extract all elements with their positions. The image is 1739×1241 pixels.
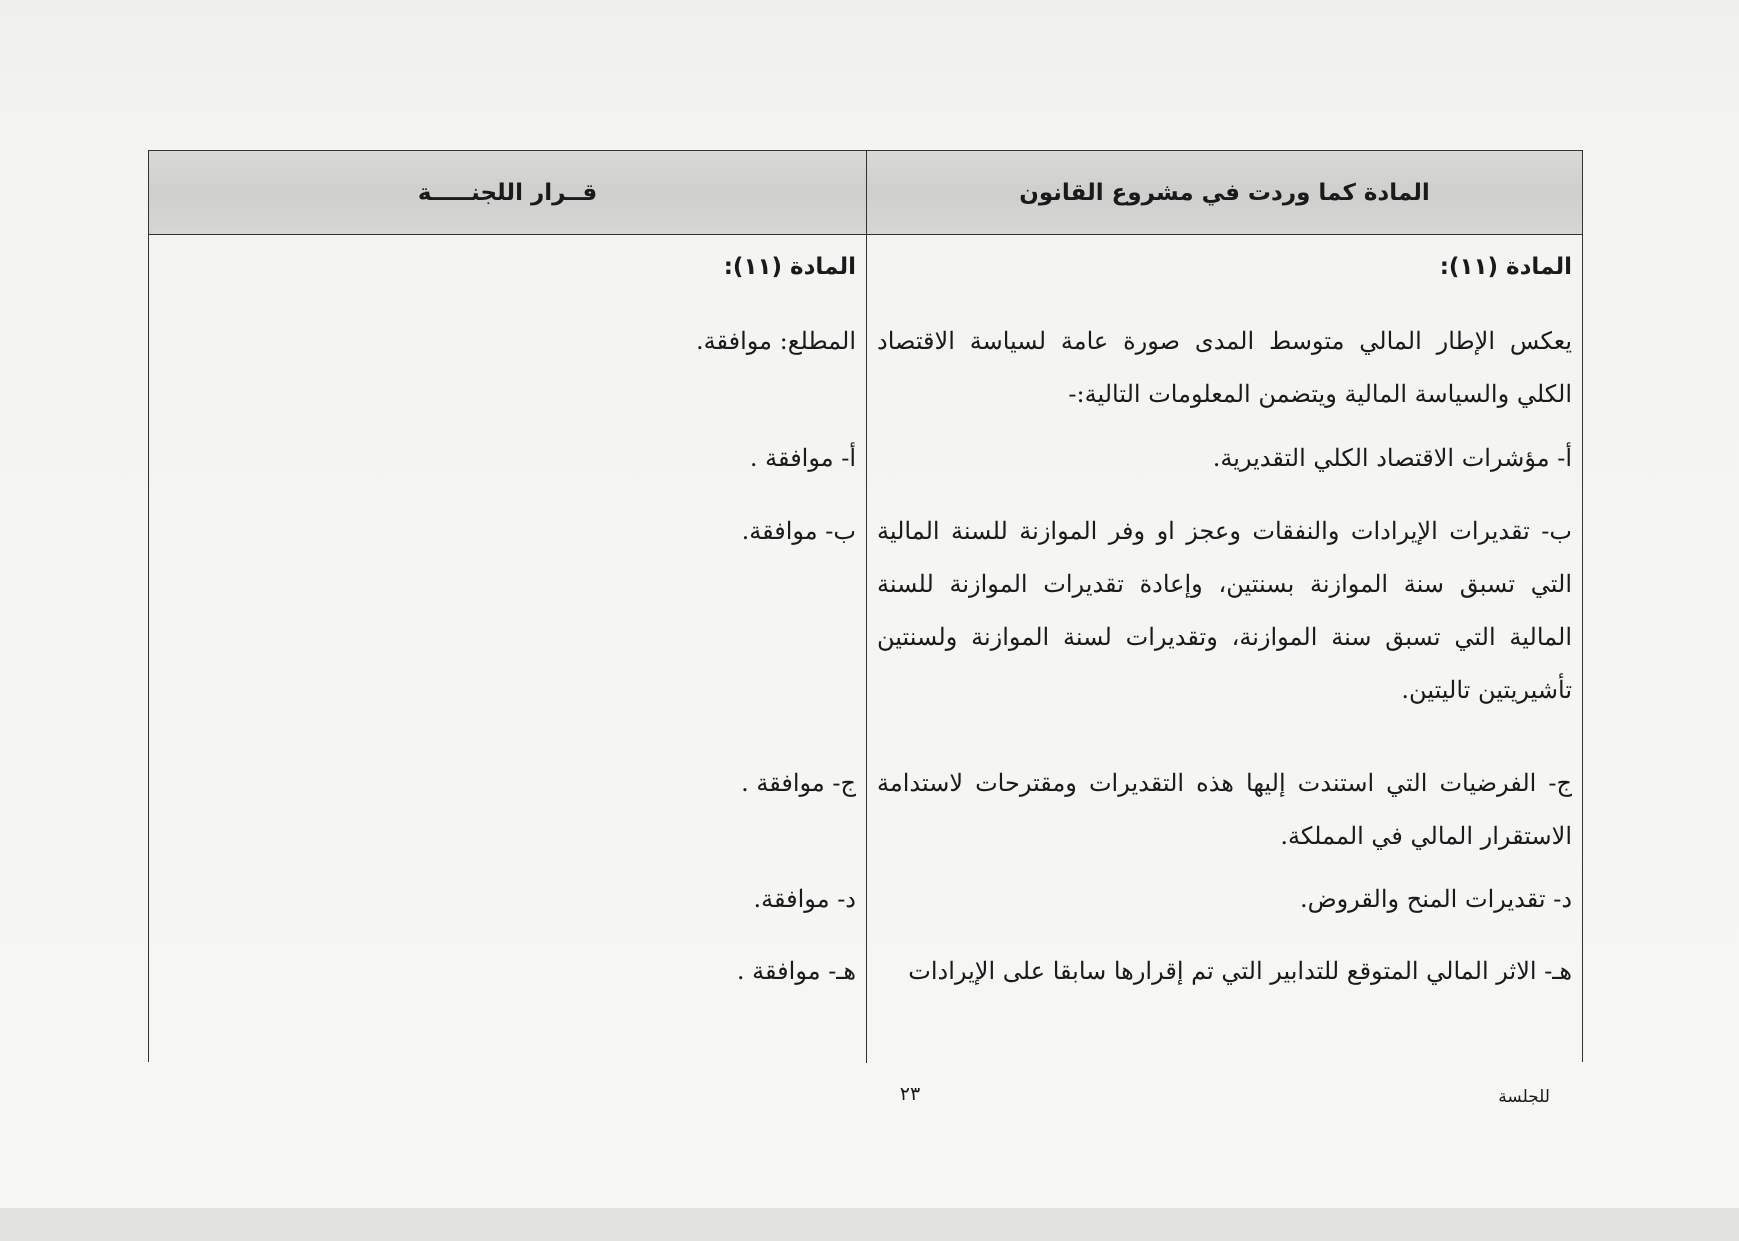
item-c: ج- الفرضيات التي استندت إليها هذه التقديرات ومقترحات لاستدامة الاستقرار المالي في المملكة. — [877, 769, 1572, 850]
page-number: ٢٣ — [899, 1083, 921, 1105]
footer-label: للجلسة — [1498, 1087, 1550, 1107]
item-e: هـ- الاثر المالي المتوقع للتدابير التي تم إقرارها سابقا على الإيرادات — [908, 957, 1572, 985]
decision-c: ج- موافقة . — [741, 769, 856, 797]
header-original-article: المادة كما وردت في مشروع القانون — [1019, 180, 1430, 206]
decision-heading: المادة (١١): — [723, 254, 856, 280]
item-b: ب- تقديرات الإيرادات والنفقات وعجز او وفر الموازنة للسنة المالية التي تسبق سنة الموازنة بسنتين، وإعادة تقديرات الموازنة للسنة المالية التي تسبق سنة الموازنة، وتقديرات لسنة الموازنة ولسنتين تأشيريتين تاليتين. — [877, 517, 1572, 704]
item-d: د- تقديرات المنح والقروض. — [1299, 885, 1572, 913]
article-intro: يعكس الإطار المالي متوسط المدى صورة عامة لسياسة الاقتصاد الكلي والسياسة المالية ويتضمن المعلومات التالية:- — [877, 327, 1572, 408]
decision-d: د- موافقة. — [753, 885, 856, 913]
decision-e: هـ- موافقة . — [736, 957, 856, 985]
item-a: أ- مؤشرات الاقتصاد الكلي التقديرية. — [1212, 444, 1572, 472]
decision-intro: المطلع: موافقة. — [695, 327, 856, 355]
committee-decision-cell — [149, 235, 866, 1063]
decision-b: ب- موافقة. — [741, 517, 856, 545]
comparison-table — [148, 150, 1583, 1062]
original-article-cell — [867, 235, 1582, 1063]
decision-a: أ- موافقة . — [749, 444, 856, 472]
header-committee-decision: قــرار اللجنـــــة — [417, 180, 598, 206]
article-heading: المادة (١١): — [1439, 254, 1572, 280]
scan-edge — [0, 1208, 1739, 1241]
